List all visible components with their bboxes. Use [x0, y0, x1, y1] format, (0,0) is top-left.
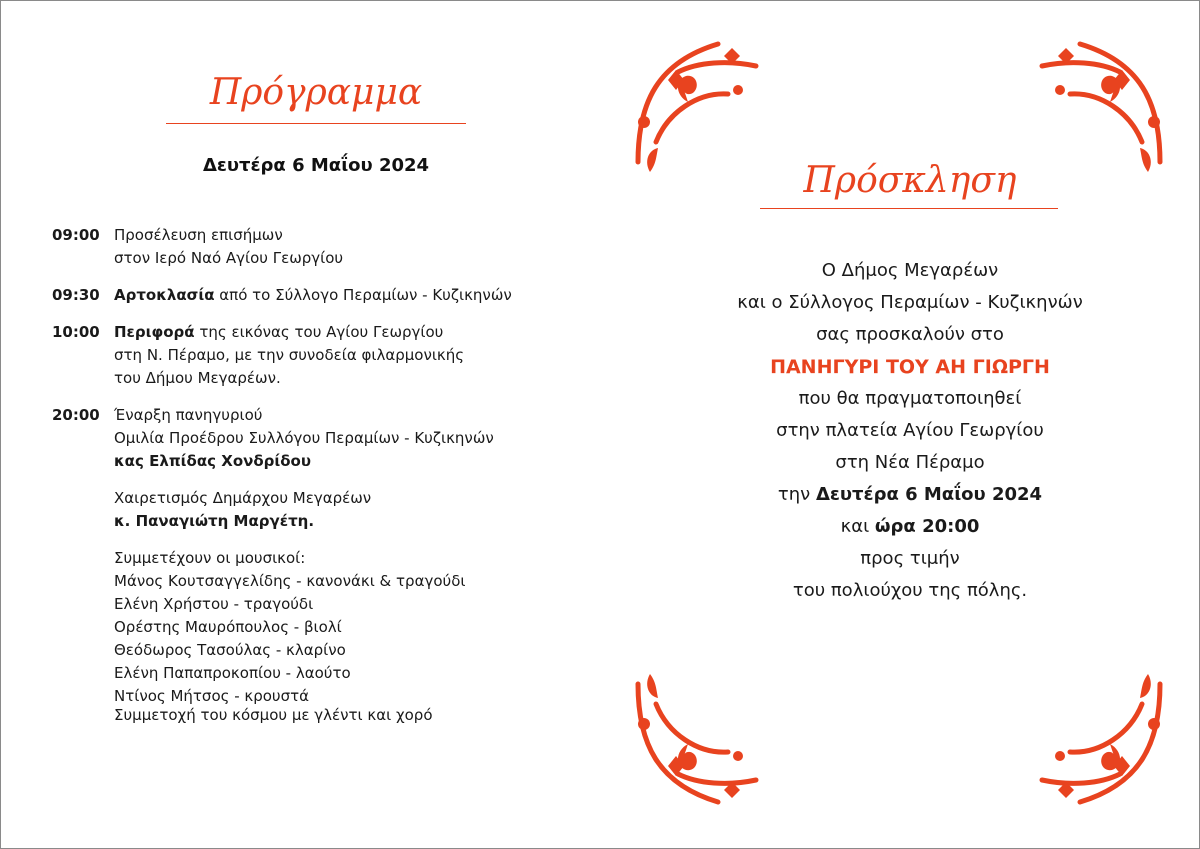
invitation-line: και ο Σύλλογος Περαμίων - Κυζικηνών — [737, 292, 1083, 313]
entry-line: κας Ελπίδας Χονδρίδου — [114, 452, 311, 470]
entry-bold: Περιφορά — [114, 323, 195, 341]
entry-bold: Αρτοκλασία — [114, 286, 215, 304]
time-prefix: και — [840, 516, 875, 537]
schedule-entry — [52, 321, 592, 390]
invitation-line: του πολιούχου της πόλης. — [792, 580, 1028, 601]
musician: Ορέστης Μαυρόπουλος - βιολί — [114, 618, 342, 636]
program-title-rule — [166, 123, 466, 124]
invitation-line: στην πλατεία Αγίου Γεωργίου — [776, 420, 1044, 441]
greeting-line: Χαιρετισμός Δημάρχου Μεγαρέων — [114, 489, 372, 507]
musician: Ελένη Παπαπροκοπίου - λαούτο — [114, 664, 351, 682]
festival-name: ΠΑΝΗΓΥΡΙ ΤΟΥ ΑΗ ΓΙΩΡΓΗ — [770, 356, 1050, 378]
schedule-entry — [52, 284, 592, 307]
floral-corner-icon — [628, 32, 768, 172]
invitation-line: σας προσκαλούν στο — [816, 324, 1004, 345]
entry-line: του Δήμου Μεγαρέων. — [114, 369, 281, 387]
invitation-line: στη Νέα Πέραμο — [835, 452, 985, 473]
invitation-date — [640, 479, 1180, 511]
entry-time: 09:00 — [52, 226, 100, 244]
entry-line: στον Ιερό Ναό Αγίου Γεωργίου — [114, 249, 344, 267]
musician: Μάνος Κουτσαγγελίδης - κανονάκι & τραγούδι — [114, 572, 466, 590]
date-bold: Δευτέρα 6 Μαΐου 2024 — [815, 484, 1043, 505]
entry-time: 09:30 — [52, 286, 100, 304]
floral-corner-icon — [1030, 674, 1170, 814]
musicians-heading: Συμμετέχουν οι μουσικοί: — [114, 549, 306, 567]
musician: Ντίνος Μήτσος - κρουστά — [114, 687, 310, 705]
invitation-body — [640, 255, 1180, 607]
date-prefix: την — [777, 484, 816, 505]
floral-corner-icon — [628, 674, 768, 814]
entry-time: 20:00 — [52, 406, 100, 424]
invitation-line: προς τιμήν — [860, 548, 960, 569]
program-title: Πρόγραμμα — [209, 72, 423, 113]
invitation-line: Ο Δήμος Μεγαρέων — [821, 260, 999, 281]
closing-line: Συμμετοχή του κόσμου με γλέντι και χορό — [114, 706, 433, 724]
invitation-title-rule — [760, 208, 1058, 209]
greeting-name: κ. Παναγιώτη Μαργέτη. — [114, 512, 315, 530]
entry-line: Προσέλευση επισήμων — [114, 226, 283, 244]
musician: Θεόδωρος Τασούλας - κλαρίνο — [114, 641, 346, 659]
musician: Ελένη Χρήστου - τραγούδι — [114, 595, 314, 613]
entry-time: 10:00 — [52, 323, 100, 341]
schedule-entry — [52, 224, 592, 270]
entry-line: Ομιλία Προέδρου Συλλόγου Περαμίων - Κυζικηνών — [114, 429, 494, 447]
entry-text: από το Σύλλογο Περαμίων - Κυζικηνών — [214, 286, 512, 304]
entry-line: στη Ν. Πέραμο, με την συνοδεία φιλαρμονικής — [114, 346, 465, 364]
floral-corner-icon — [1030, 32, 1170, 172]
entry-text: της εικόνας του Αγίου Γεωργίου — [194, 323, 444, 341]
program-date: Δευτέρα 6 Μαΐου 2024 — [202, 155, 430, 176]
schedule-entry — [52, 404, 592, 708]
entry-line: Έναρξη πανηγυριού — [114, 406, 263, 424]
invitation-title: Πρόσκληση — [803, 160, 1017, 201]
invitation-line: που θα πραγματοποιηθεί — [798, 388, 1022, 409]
time-bold: ώρα 20:00 — [874, 516, 980, 537]
schedule — [52, 224, 592, 708]
invitation-time — [640, 511, 1180, 543]
